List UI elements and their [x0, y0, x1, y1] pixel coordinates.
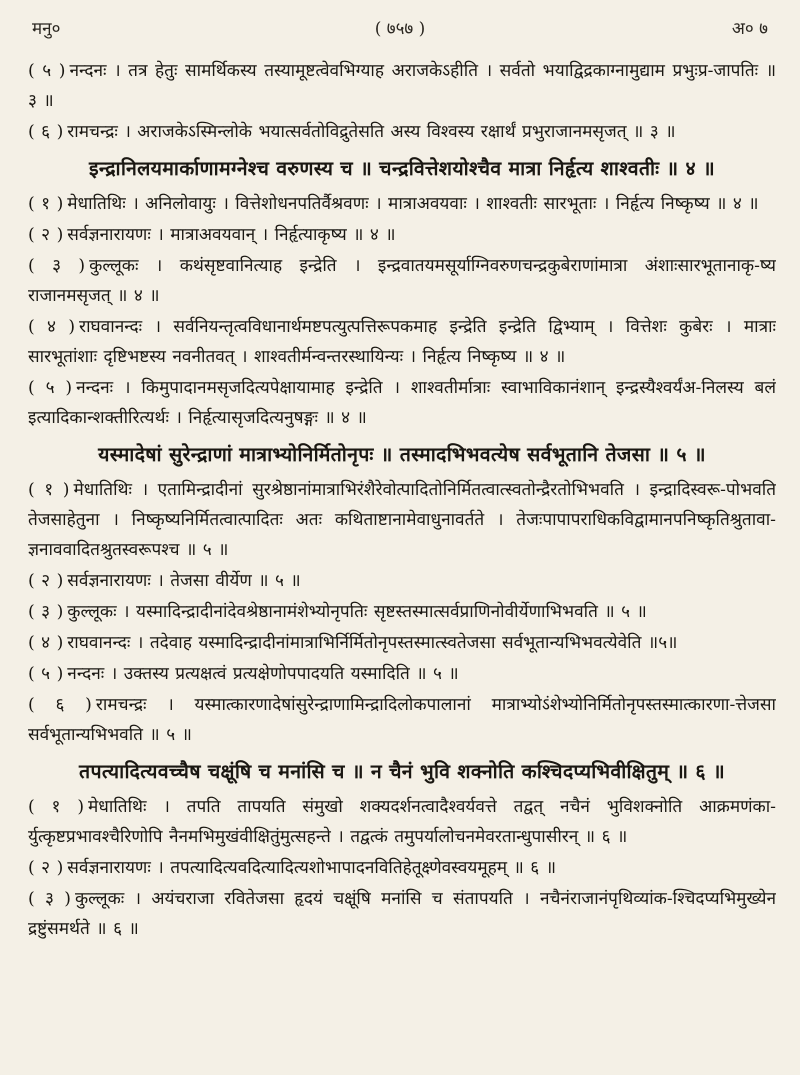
- commentary-text: राघवानन्दः । तदेवाह यस्मादिन्द्रादीनांमात्राभिर्निर्मितोनृपस्तस्मात्स्वतेजसा सर्वभूतान्यभिभवत्येवेति ॥५॥: [67, 633, 678, 653]
- commentary-text: सर्वज्ञनारायणः । तेजसा वीर्येण ॥ ५ ॥: [67, 571, 301, 591]
- commentary-text: नन्दनः । किमुपादानमसृजदित्यपेक्षायामाह इन्द्रेति । शाश्वतीर्मात्राः स्वाभाविकानंशान् इन्द्रस्यैश्वर्यंअ-निलस्य बलं इत्यादिकान्शक्तीरित्यर्थः । निर्हृत्यासृजदित्यनुषङ्गः ॥ ४ ॥: [28, 378, 776, 428]
- commentary-text: कुल्लूकः । कथंसृष्टवानित्याह इन्द्रेति । इन्द्रवातयमसूर्याग्निवरुणचन्द्रकुबेराणांमात्रा अंशाःसारभूतानाकृ-ष्य राजानमसृजत् ॥ ४ ॥: [28, 256, 776, 306]
- commentary-number: ( ५ ): [28, 61, 66, 81]
- commentary-text: राघवानन्दः । सर्वनियन्तृत्वविधानार्थमष्टपत्युत्पत्तिरूपकमाह इन्द्रेति इन्द्रेति द्विभ्याम् । वित्तेशः कुबेरः । मात्राः सारभूतांशाः दृष्टिभष्टस्य नवनीतवत् । शाश्वतीर्मन्वन्तरस्थायिन्यः । निर्हृत्य निष्कृष्य ॥ ४ ॥: [28, 317, 776, 367]
- commentary-text: रामचन्द्रः । अराजकेऽस्मिन्लोके भयात्सर्वतोविद्रुतेसति अस्य विश्वस्य रक्षार्थं प्रभुराजानमसृजत् ॥ ३ ॥: [67, 122, 676, 142]
- commentary-text: नन्दनः । उक्तस्य प्रत्यक्षत्वं प्रत्यक्षेणोपपादयति यस्मादिति ॥ ५ ॥: [67, 664, 459, 684]
- commentary-paragraph: [28, 373, 776, 433]
- page-header: [32, 12, 768, 42]
- commentary-paragraph: [28, 56, 776, 116]
- commentary-number: ( ३ ): [28, 602, 64, 622]
- commentary-text: मेधातिथिः । एतामिन्द्रादीनां सुरश्रेष्ठानांमात्राभिरंशैरेवोत्पादितोनिर्मितत्वात्स्वतोन्द्रैरतोभिभवति । इन्द्रादिस्वरू-पोभवति तेजसाहेतुना । निष्कृष्यनिर्मितत्वात्पादितः अतः कथिताष्टानामेवाधुनावर्तते । तेजःपापापराधिकविद्वामानपनिष्कृतिश्रुतावा-ज्ञनाववादितश्रुतस्वरूपश्च ॥ ५ ॥: [28, 480, 776, 560]
- header-page-number: ( ७५७ ): [374, 18, 426, 39]
- commentary-paragraph: [28, 628, 776, 658]
- commentary-paragraph: [28, 597, 776, 627]
- commentary-text: सर्वज्ञनारायणः । मात्राअवयवान् । निर्हृत्याकृष्य ॥ ४ ॥: [67, 225, 396, 245]
- commentary-number: ( १ ): [28, 797, 85, 817]
- commentary-text: मेधातिथिः । अनिलोवायुः । वित्तेशोधनपतिर्वैश्रवणः । मात्राअवयवाः । शाश्वतीः सारभूताः । निर्हृत्य निष्कृष्य ॥ ४ ॥: [67, 194, 759, 214]
- commentary-paragraph: [28, 792, 776, 852]
- commentary-number: ( ४ ): [28, 633, 64, 653]
- commentary-paragraph: [28, 690, 776, 750]
- commentary-paragraph: [28, 884, 776, 944]
- commentary-number: ( ५ ): [28, 378, 73, 398]
- commentary-number: ( ६ ): [28, 695, 92, 715]
- commentary-paragraph: [28, 659, 776, 689]
- commentary-paragraph: [28, 220, 776, 250]
- commentary-body: [28, 56, 776, 1051]
- verse-heading: तपत्यादित्यवच्चैष चक्षूंषि च मनांसि च ॥ न चैनं भुवि शक्नोति कश्चिदप्यभिवीक्षितुम् ॥ ६ ॥: [79, 760, 725, 783]
- commentary-paragraph: [28, 475, 776, 565]
- commentary-number: ( १ ): [28, 480, 70, 500]
- commentary-number: ( ३ ): [28, 256, 86, 276]
- commentary-paragraph: [28, 312, 776, 372]
- commentary-text: सर्वज्ञनारायणः । तपत्यादित्यवदित्यादित्यशोभापादनवितिहेतूक्ष्णेवस्वयमूहम् ॥ ६ ॥: [67, 858, 556, 878]
- commentary-number: ( २ ): [28, 858, 64, 878]
- commentary-text: कुल्लूकः । अयंचराजा रवितेजसा हृदयं चक्षूंषि मनांसि च संतापयति । नचैनंराजानंपृथिव्यांक-श्चिदप्यभिमुख्येन द्रष्टुंसमर्थते ॥ ६ ॥: [28, 889, 776, 939]
- commentary-text: मेधातिथिः । तपति तापयति संमुखो शक्यदर्शनत्वादैश्वर्यवत्ते तद्वत् नचैनं भुविशक्नोति आक्रमणंका-र्युत्कृष्टप्रभावश्चैरिणोपि नैनमभिमुखंवीक्षितुंमुत्सहन्ते । तद्वत्कं तमुपर्यालोचनमेवरतान्धुपासीरन् ॥ ६ ॥: [28, 797, 776, 847]
- commentary-number: ( ५ ): [28, 664, 64, 684]
- commentary-number: ( ३ ): [28, 889, 71, 909]
- commentary-text: नन्दनः । तत्र हेतुः सामर्थिकस्य तस्यामूष्टत्वेवभिग्याह अराजकेऽहीति । सर्वतो भयाद्विद्रकाग्नामुद्याम प्रभुःप्र-जापतिः ॥ ३ ॥: [28, 61, 776, 111]
- header-left: मनु०: [32, 18, 61, 39]
- commentary-text: कुल्लूकः । यस्मादिन्द्रादीनांदेवश्रेष्ठानामंशेभ्योनृपतिः सृष्टस्तस्मात्सर्वप्राणिनोवीर्येणाभिभवति ॥ ५ ॥: [67, 602, 647, 622]
- commentary-paragraph: [28, 117, 776, 147]
- commentary-number: ( ४ ): [28, 317, 76, 337]
- commentary-number: ( ६ ): [28, 122, 64, 142]
- commentary-number: ( २ ): [28, 225, 64, 245]
- verse-heading: यस्मादेषां सुरेन्द्राणां मात्राभ्योनिर्मितोनृपः ॥ तस्मादभिभवत्येष सर्वभूतानि तेजसा ॥ ५ ॥: [98, 443, 706, 466]
- commentary-paragraph: [28, 853, 776, 883]
- commentary-paragraph: [28, 251, 776, 311]
- commentary-paragraph: [28, 566, 776, 596]
- commentary-paragraph: [28, 189, 776, 219]
- commentary-number: ( १ ): [28, 194, 64, 214]
- commentary-text: रामचन्द्रः । यस्मात्कारणादेषांसुरेन्द्राणामिन्द्रादिलोकपालानां मात्राभ्योऽंशेभ्योनिर्मितोनृपस्तस्मात्कारणा-त्तेजसा सर्वभूतान्यभिभवति ॥ ५ ॥: [28, 695, 776, 745]
- commentary-number: ( २ ): [28, 571, 64, 591]
- header-right: अ० ७: [731, 18, 768, 39]
- verse-heading: इन्द्रानिलयमार्काणामग्नेश्च वरुणस्य च ॥ चन्द्रवित्तेशयोश्चैव मात्रा निर्हृत्य शाश्वतीः ॥ ४ ॥: [89, 157, 715, 180]
